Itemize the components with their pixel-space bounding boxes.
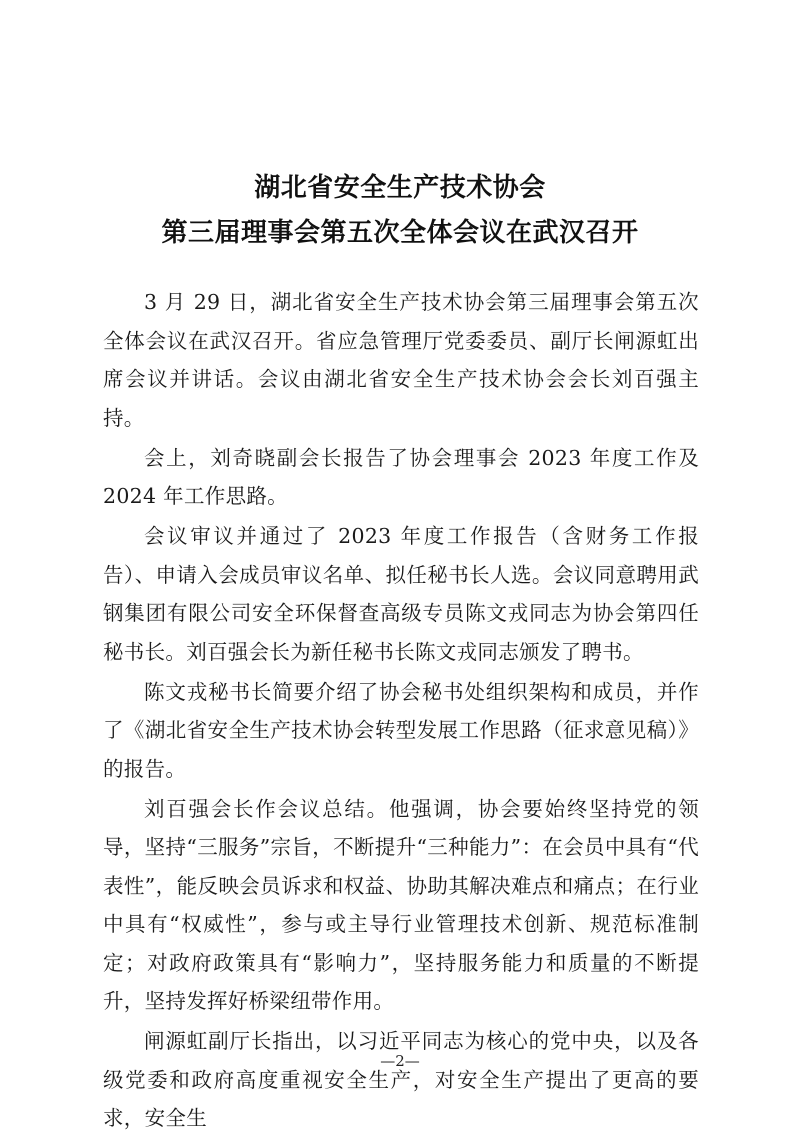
- paragraph-4: 陈文戎秘书长简要介绍了协会秘书处组织架构和成员，并作了《湖北省安全生产技术协会转型发展工作思路（征求意见稿）》的报告。: [103, 679, 699, 781]
- article-body: [103, 283, 699, 1138]
- paragraph-2: 会上，刘奇晓副会长报告了协会理事会 2023 年度工作及 2024 年工作思路。: [103, 445, 699, 508]
- title-line-1: 湖北省安全生产技术协会: [254, 173, 546, 203]
- paragraph-5: 刘百强会长作会议总结。他强调，协会要始终坚持党的领导，坚持“三服务”宗旨，不断提升“三种能力”：在会员中具有“代表性”，能反映会员诉求和权益、协助其解决难点和痛点；在行业中具有“权威性”，参与或主导行业管理技术创新、规范标准制定；对政府政策具有“影响力”，坚持服务能力和质量的不断提升，坚持发挥好桥梁纽带作用。: [103, 796, 699, 1013]
- paragraph-3: 会议审议并通过了 2023 年度工作报告（含财务工作报告）、申请入会成员审议名单、拟任秘书长人选。会议同意聘用武钢集团有限公司安全环保督查高级专员陈文戎同志为协会第四任秘书长。刘百强会长为新任秘书长陈文戎同志颁发了聘书。: [103, 524, 699, 664]
- article-title: [0, 166, 800, 256]
- page-number: —2—: [380, 1052, 420, 1070]
- title-line-2: 第三届理事会第五次全体会议在武汉召开: [161, 218, 639, 248]
- paragraph-1: 3 月 29 日，湖北省安全生产技术协会第三届理事会第五次全体会议在武汉召开。省应急管理厅党委委员、副厅长闸源虹出席会议并讲话。会议由湖北省安全生产技术协会会长刘百强主持。: [103, 290, 699, 430]
- paragraph-6: 闸源虹副厅长指出，以习近平同志为核心的党中央，以及各级党委和政府高度重视安全生产，对安全生产提出了更高的要求，安全生: [103, 1029, 699, 1130]
